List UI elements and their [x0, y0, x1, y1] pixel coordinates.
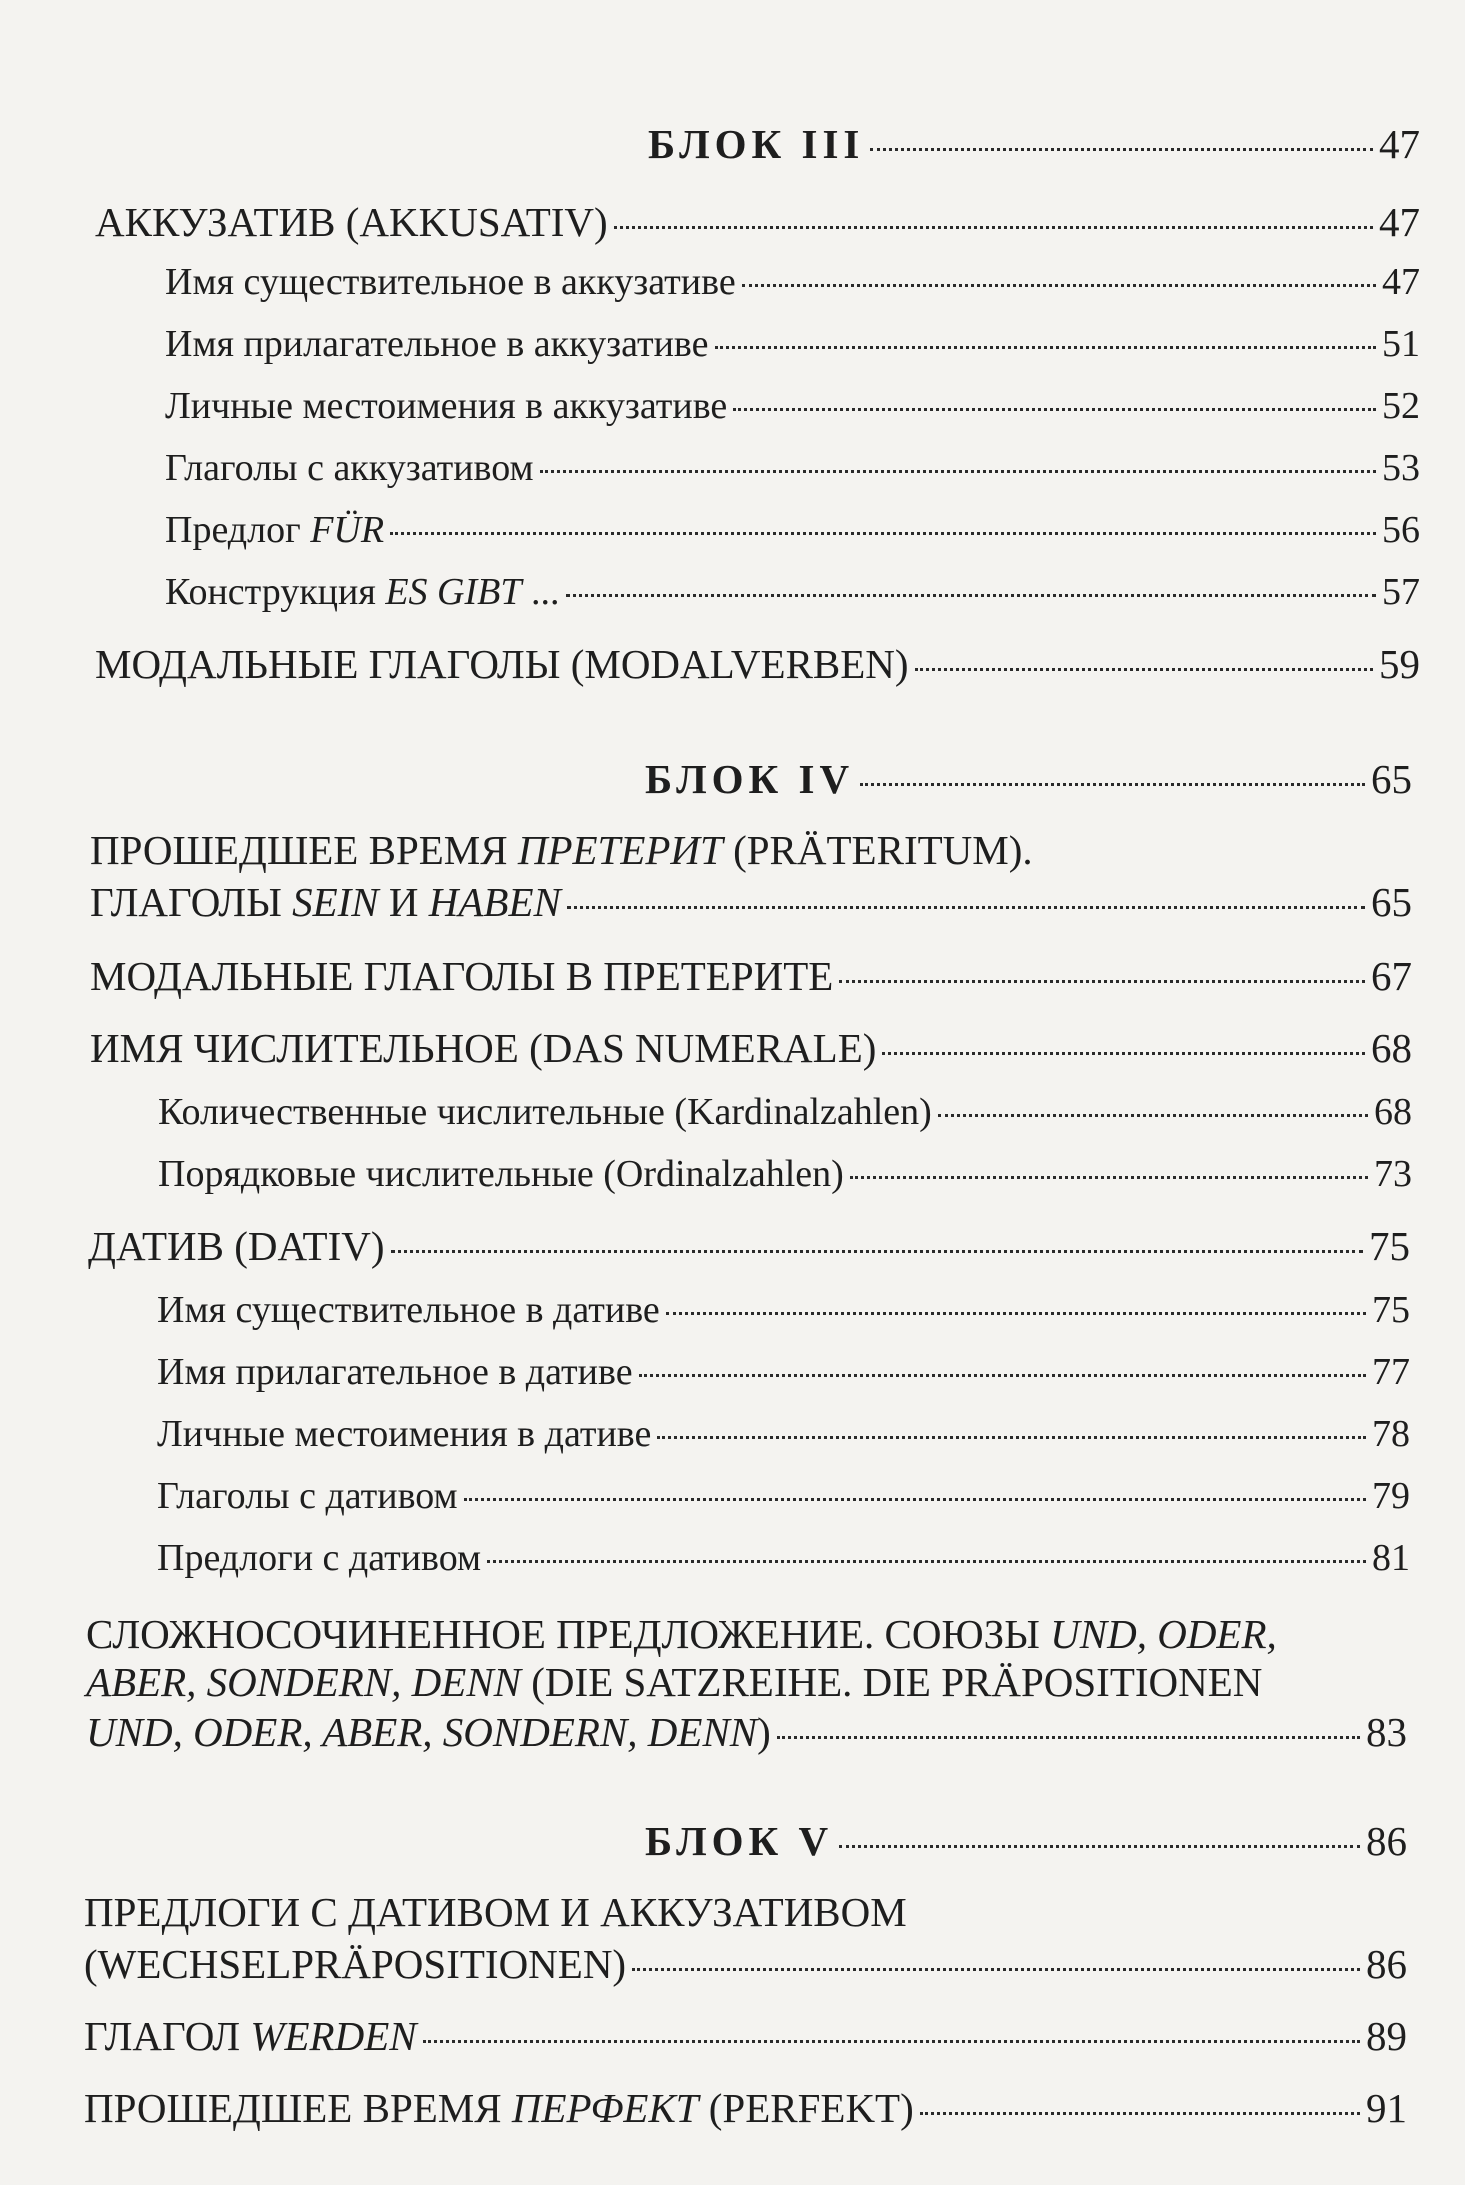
dot-leader: [566, 594, 1377, 597]
page-number: 53: [1382, 447, 1420, 489]
toc-entry-akk-pron[interactable]: [165, 384, 1420, 428]
page-number: 81: [1372, 1537, 1410, 1579]
page-number: 75: [1372, 1289, 1410, 1331]
entry-title: АККУЗАТИВ (AKKUSATIV): [95, 199, 608, 245]
toc-entry-numerale[interactable]: [90, 1024, 1412, 1072]
toc-entry-satzreihe-line2[interactable]: [86, 1658, 1262, 1706]
entry-title: [84, 2012, 417, 2060]
page-number: 65: [1371, 879, 1412, 925]
block-title: БЛОК IV: [645, 756, 855, 802]
page-number: 68: [1371, 1025, 1412, 1071]
page-number: 65: [1371, 756, 1412, 802]
dot-leader: [915, 668, 1373, 671]
dot-leader: [391, 1250, 1363, 1253]
page-number: 67: [1371, 953, 1412, 999]
page-number: 75: [1369, 1223, 1410, 1269]
entry-title: Имя прилагательное в аккузативе: [165, 323, 709, 365]
dot-leader: [860, 783, 1365, 786]
page-number: 73: [1374, 1153, 1412, 1195]
dot-leader: [390, 532, 1376, 535]
dot-leader: [540, 470, 1376, 473]
entry-italic: ПРЕТЕРИТ: [517, 827, 723, 873]
entry-prefix: ГЛАГОЛ: [84, 2013, 251, 2059]
dot-leader: [742, 284, 1376, 287]
toc-entry-dat-pron[interactable]: [157, 1412, 1410, 1456]
entry-title: [165, 508, 384, 552]
entry-text: ПРЕДЛОГИ С ДАТИВОМ И АККУЗАТИВОМ: [84, 1889, 907, 1935]
entry-title: [84, 2084, 914, 2132]
page-number: 59: [1379, 641, 1420, 687]
entry-prefix: ПРОШЕДШЕЕ ВРЕМЯ: [84, 2085, 512, 2131]
block-title: БЛОК V: [645, 1818, 834, 1864]
dot-leader: [850, 1176, 1368, 1179]
toc-entry-block-4[interactable]: [645, 755, 1412, 803]
toc-entry-modal-praet[interactable]: [90, 952, 1412, 1000]
entry-text: (DIE SATZREIHE. DIE PRÄPOSITIONEN: [521, 1659, 1263, 1705]
entry-title: [165, 570, 560, 614]
entry-italic: FÜR: [310, 509, 385, 551]
entry-text: ): [757, 1709, 771, 1755]
entry-italic: HABEN: [428, 879, 561, 925]
entry-title: Имя прилагательное в дативе: [157, 1351, 633, 1393]
dot-leader: [882, 1052, 1365, 1055]
page-number: 57: [1382, 571, 1420, 613]
page-number: 77: [1372, 1351, 1410, 1393]
entry-title: Личные местоимения в аккузативе: [165, 385, 728, 427]
entry-suffix: ...: [521, 571, 560, 613]
dot-leader: [715, 346, 1377, 349]
toc-entry-wechsel[interactable]: [84, 1940, 1407, 1988]
toc-entry-praeteritum-line1[interactable]: [90, 826, 1033, 874]
toc-entry-fuer[interactable]: [165, 508, 1420, 552]
entry-italic: ПЕРФЕКТ: [511, 2085, 699, 2131]
toc-entry-kardinalzahlen[interactable]: [158, 1090, 1412, 1134]
dot-leader: [657, 1436, 1366, 1439]
toc-entry-werden[interactable]: [84, 2012, 1407, 2060]
dot-leader: [614, 226, 1373, 229]
entry-title: Предлоги с дативом: [157, 1537, 482, 1579]
dot-leader: [423, 2040, 1360, 2043]
dot-leader: [938, 1114, 1368, 1117]
entry-text: И: [378, 879, 429, 925]
dot-leader: [639, 1374, 1366, 1377]
entry-title: ИМЯ ЧИСЛИТЕЛЬНОЕ (DAS NUMERALE): [90, 1025, 877, 1071]
toc-entry-satzreihe-line1[interactable]: [86, 1610, 1277, 1658]
entry-italic: ES GIBT: [385, 571, 522, 613]
page-number: 86: [1366, 1941, 1407, 1987]
entry-title: Глаголы с аккузативом: [165, 447, 534, 489]
entry-italic: ABER, SONDERN, DENN: [86, 1659, 522, 1705]
entry-text: СЛОЖНОСОЧИНЕННОЕ ПРЕДЛОЖЕНИЕ. СОЮЗЫ: [86, 1611, 1051, 1657]
dot-leader: [666, 1312, 1366, 1315]
entry-suffix: (PERFEKT): [698, 2085, 914, 2131]
toc-entry-akk-verbs[interactable]: [165, 446, 1420, 490]
entry-italic: SEIN: [292, 879, 379, 925]
dot-leader: [632, 1968, 1360, 1971]
block-title: БЛОК III: [648, 121, 865, 167]
page-number: 89: [1366, 2013, 1407, 2059]
toc-entry-es-gibt[interactable]: [165, 570, 1420, 614]
dot-leader: [464, 1498, 1366, 1501]
page-number: 47: [1379, 121, 1420, 167]
page-number: 91: [1366, 2085, 1407, 2131]
dot-leader: [487, 1560, 1366, 1563]
toc-entry-dat-verbs[interactable]: [157, 1474, 1410, 1518]
page-number: 47: [1379, 199, 1420, 245]
entry-title: [86, 1708, 771, 1756]
dot-leader: [870, 148, 1373, 151]
entry-italic: UND, ODER, ABER, SONDERN, DENN: [86, 1709, 758, 1755]
toc-entry-dativ[interactable]: [88, 1222, 1410, 1270]
page-number: 79: [1372, 1475, 1410, 1517]
toc-entry-praeteritum[interactable]: [90, 878, 1412, 926]
entry-text: (PRÄTERITUM).: [722, 827, 1033, 873]
toc-entry-akk-adj[interactable]: [165, 322, 1420, 366]
dot-leader: [839, 980, 1365, 983]
entry-italic: WERDEN: [250, 2013, 417, 2059]
toc-entry-modalverben[interactable]: [95, 640, 1420, 688]
toc-entry-dat-adj[interactable]: [157, 1350, 1410, 1394]
page-number: 51: [1382, 323, 1420, 365]
entry-title: Личные местоимения в дативе: [157, 1413, 652, 1455]
page-number: 47: [1382, 261, 1420, 303]
page-number: 86: [1366, 1818, 1407, 1864]
dot-leader: [839, 1845, 1360, 1848]
toc-entry-perfekt[interactable]: [84, 2084, 1407, 2132]
toc-entry-block-3[interactable]: [648, 120, 1420, 168]
entry-title: Имя существительное в дативе: [157, 1289, 660, 1331]
page-number: 83: [1366, 1709, 1407, 1755]
entry-title: [90, 878, 561, 926]
dot-leader: [733, 408, 1376, 411]
page-number: 68: [1374, 1091, 1412, 1133]
toc-entry-ordinalzahlen[interactable]: [158, 1152, 1412, 1196]
entry-title: Глаголы с дативом: [157, 1475, 458, 1517]
page-number: 56: [1382, 509, 1420, 551]
toc-entry-block-5[interactable]: [645, 1817, 1407, 1865]
entry-prefix: Конструкция: [165, 571, 386, 613]
dot-leader: [920, 2112, 1360, 2115]
toc-entry-satzreihe[interactable]: [86, 1708, 1407, 1756]
entry-text: ПРОШЕДШЕЕ ВРЕМЯ: [90, 827, 518, 873]
entry-italic: UND, ODER,: [1050, 1611, 1277, 1657]
entry-title: Имя существительное в аккузативе: [165, 261, 736, 303]
entry-title: Порядковые числительные (Ordinalzahlen): [158, 1153, 844, 1195]
toc-entry-akkusativ[interactable]: [95, 198, 1420, 246]
entry-title: Количественные числительные (Kardinalzahlen): [158, 1091, 932, 1133]
dot-leader: [777, 1736, 1360, 1739]
entry-prefix: Предлог: [165, 509, 311, 551]
page-number: 52: [1382, 385, 1420, 427]
entry-title: ДАТИВ (DATIV): [88, 1223, 385, 1269]
entry-title: МОДАЛЬНЫЕ ГЛАГОЛЫ В ПРЕТЕРИТЕ: [90, 953, 834, 999]
entry-title: МОДАЛЬНЫЕ ГЛАГОЛЫ (MODALVERBEN): [95, 641, 909, 687]
dot-leader: [567, 906, 1365, 909]
toc-entry-dat-prep[interactable]: [157, 1536, 1410, 1580]
toc-entry-dat-noun[interactable]: [157, 1288, 1410, 1332]
entry-text: ГЛАГОЛЫ: [90, 879, 293, 925]
toc-entry-akk-noun[interactable]: [165, 260, 1420, 304]
page-number: 78: [1372, 1413, 1410, 1455]
toc-entry-wechsel-line1[interactable]: [84, 1888, 907, 1936]
entry-title: (WECHSELPRÄPOSITIONEN): [84, 1941, 627, 1987]
